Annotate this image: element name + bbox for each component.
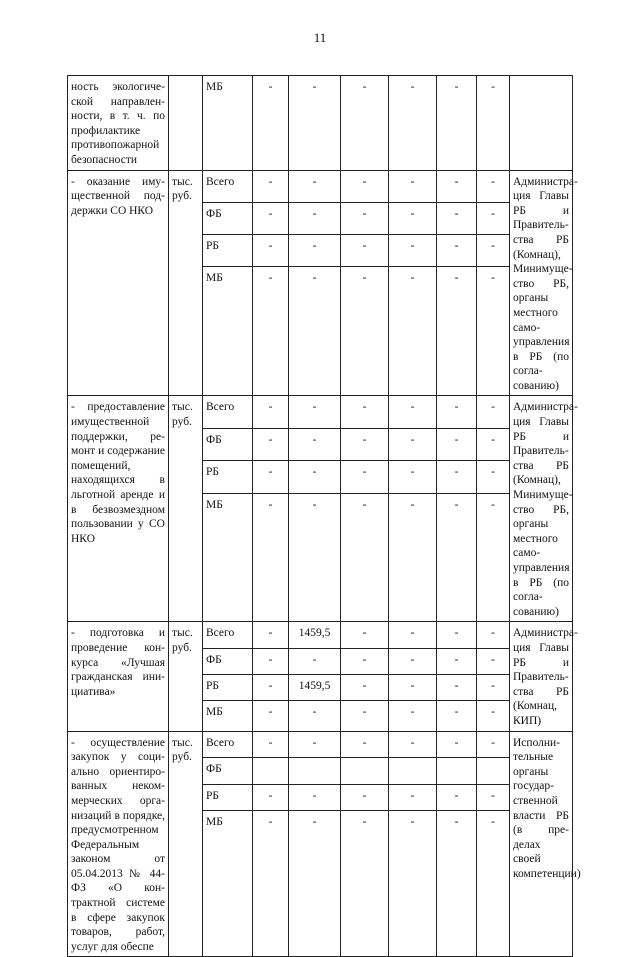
value-cell: -: [341, 202, 389, 234]
value-cell: -: [437, 493, 477, 622]
value-cell: -: [253, 648, 289, 674]
value-cell: -: [389, 784, 437, 811]
value-cell: -: [477, 396, 510, 428]
value-cell: 1459,5: [289, 674, 341, 700]
value-cell: -: [437, 784, 477, 811]
table-row: [68, 396, 573, 428]
funding-source: МБ: [203, 811, 253, 957]
value-cell: -: [341, 731, 389, 758]
value-cell: -: [341, 811, 389, 957]
value-cell: -: [289, 235, 341, 267]
executor-cell: Администрация Главы РБ и Правительства РБ (Комнац), Минимущество РБ, органы местного самоуправления в РБ (по согласованию): [510, 396, 573, 622]
unit-cell: тыс. руб.: [169, 731, 203, 957]
value-cell: -: [437, 731, 477, 758]
funding-source: ФБ: [203, 202, 253, 234]
value-cell: -: [477, 170, 510, 202]
value-cell: -: [437, 701, 477, 731]
value-cell: [341, 758, 389, 785]
value-cell: -: [341, 76, 389, 171]
value-cell: -: [477, 701, 510, 731]
value-cell: -: [341, 235, 389, 267]
measure-description: ность экологической направленности, в т. ч. по профилактике противопожарной безопасности: [68, 76, 169, 171]
value-cell: -: [437, 202, 477, 234]
value-cell: -: [253, 235, 289, 267]
value-cell: -: [289, 493, 341, 622]
funding-source: Всего: [203, 731, 253, 758]
value-cell: -: [477, 428, 510, 460]
value-cell: -: [389, 622, 437, 648]
value-cell: -: [289, 202, 341, 234]
value-cell: -: [437, 622, 477, 648]
funding-source: Всего: [203, 396, 253, 428]
value-cell: -: [253, 493, 289, 622]
value-cell: -: [341, 622, 389, 648]
unit-cell: тыс. руб.: [169, 170, 203, 396]
value-cell: -: [341, 267, 389, 396]
value-cell: -: [253, 674, 289, 700]
value-cell: -: [477, 674, 510, 700]
value-cell: -: [389, 267, 437, 396]
funding-source: Всего: [203, 622, 253, 648]
funding-source: МБ: [203, 76, 253, 171]
value-cell: -: [477, 648, 510, 674]
value-cell: -: [341, 428, 389, 460]
value-cell: -: [253, 731, 289, 758]
value-cell: -: [341, 784, 389, 811]
value-cell: [389, 758, 437, 785]
page-number: 11: [313, 30, 327, 45]
value-cell: -: [341, 461, 389, 493]
value-cell: -: [477, 235, 510, 267]
funding-source: МБ: [203, 267, 253, 396]
value-cell: -: [389, 396, 437, 428]
program-table: [67, 75, 581, 957]
funding-source: РБ: [203, 235, 253, 267]
table-row: [68, 731, 573, 758]
value-cell: -: [253, 428, 289, 460]
value-cell: -: [477, 267, 510, 396]
value-cell: -: [253, 784, 289, 811]
executor-cell: Исполнительные органы государственной власти РБ (в пределах своей компетенции): [510, 731, 573, 957]
value-cell: -: [477, 76, 510, 171]
value-cell: -: [341, 701, 389, 731]
table-row: [68, 76, 573, 171]
unit-cell: тыс. руб.: [169, 622, 203, 731]
value-cell: -: [389, 461, 437, 493]
value-cell: -: [289, 461, 341, 493]
funding-source: МБ: [203, 493, 253, 622]
value-cell: -: [389, 76, 437, 171]
unit-cell: тыс. руб.: [169, 396, 203, 622]
executor-cell: [510, 76, 573, 171]
value-cell: -: [341, 674, 389, 700]
measure-description: - предоставление имущественной поддержки, ремонт и содержание помещений, находящихся в льготной аренде и в безвозмездном пользовании у СО НКО: [68, 396, 169, 622]
value-cell: -: [477, 493, 510, 622]
funding-source: РБ: [203, 784, 253, 811]
value-cell: -: [477, 731, 510, 758]
value-cell: -: [253, 170, 289, 202]
table-row: [68, 170, 573, 202]
value-cell: -: [253, 202, 289, 234]
value-cell: -: [437, 461, 477, 493]
value-cell: -: [389, 170, 437, 202]
value-cell: -: [389, 811, 437, 957]
value-cell: -: [437, 76, 477, 171]
value-cell: -: [437, 170, 477, 202]
value-cell: -: [389, 493, 437, 622]
value-cell: -: [253, 76, 289, 171]
value-cell: -: [253, 701, 289, 731]
value-cell: -: [289, 648, 341, 674]
value-cell: -: [253, 811, 289, 957]
value-cell: -: [341, 170, 389, 202]
value-cell: -: [289, 731, 341, 758]
value-cell: [477, 758, 510, 785]
unit-cell: [169, 76, 203, 171]
value-cell: -: [341, 493, 389, 622]
value-cell: -: [437, 674, 477, 700]
value-cell: -: [289, 396, 341, 428]
value-cell: -: [289, 811, 341, 957]
value-cell: -: [389, 235, 437, 267]
value-cell: -: [477, 784, 510, 811]
value-cell: [437, 758, 477, 785]
value-cell: -: [289, 170, 341, 202]
funding-source: ФБ: [203, 428, 253, 460]
value-cell: -: [389, 731, 437, 758]
executor-cell: Администрация Главы РБ и Правительства РБ (Комнац), Минимущество РБ, органы местного самоуправления в РБ (по согласованию): [510, 170, 573, 396]
value-cell: -: [341, 396, 389, 428]
measure-description: - подготовка и проведение конкурса «Лучшая гражданская инициатива»: [68, 622, 169, 731]
funding-source: РБ: [203, 461, 253, 493]
funding-source: ФБ: [203, 758, 253, 785]
value-cell: -: [253, 267, 289, 396]
value-cell: -: [389, 701, 437, 731]
measure-description: - оказание имущественной поддержки СО НКО: [68, 170, 169, 396]
value-cell: -: [437, 648, 477, 674]
value-cell: -: [289, 267, 341, 396]
value-cell: -: [389, 428, 437, 460]
value-cell: -: [289, 701, 341, 731]
value-cell: [289, 758, 341, 785]
value-cell: -: [289, 784, 341, 811]
value-cell: -: [437, 235, 477, 267]
value-cell: -: [289, 428, 341, 460]
table-row: [68, 622, 573, 648]
measure-description: - осуществление закупок у социально ориентированных некоммерческих организаций в порядке, предусмотренном Федеральным законом от 05.04.2013 № 44-ФЗ «О контрактной системе в сфере закупок товаров, работ, услуг для обеспе: [68, 731, 169, 957]
value-cell: 1459,5: [289, 622, 341, 648]
funding-source: МБ: [203, 701, 253, 731]
funding-source: РБ: [203, 674, 253, 700]
value-cell: -: [253, 622, 289, 648]
value-cell: -: [253, 461, 289, 493]
funding-source: ФБ: [203, 648, 253, 674]
value-cell: -: [389, 648, 437, 674]
value-cell: -: [477, 811, 510, 957]
value-cell: -: [437, 267, 477, 396]
value-cell: -: [389, 202, 437, 234]
value-cell: -: [437, 428, 477, 460]
table-body: [68, 76, 581, 957]
value-cell: -: [389, 674, 437, 700]
value-cell: -: [341, 648, 389, 674]
value-cell: -: [477, 202, 510, 234]
executor-cell: Администрация Главы РБ и Правительства РБ (Комнац, КИП): [510, 622, 573, 731]
value-cell: -: [289, 76, 341, 171]
value-cell: -: [437, 811, 477, 957]
funding-source: Всего: [203, 170, 253, 202]
value-cell: -: [477, 622, 510, 648]
value-cell: [253, 758, 289, 785]
value-cell: -: [253, 396, 289, 428]
value-cell: -: [437, 396, 477, 428]
value-cell: -: [477, 461, 510, 493]
